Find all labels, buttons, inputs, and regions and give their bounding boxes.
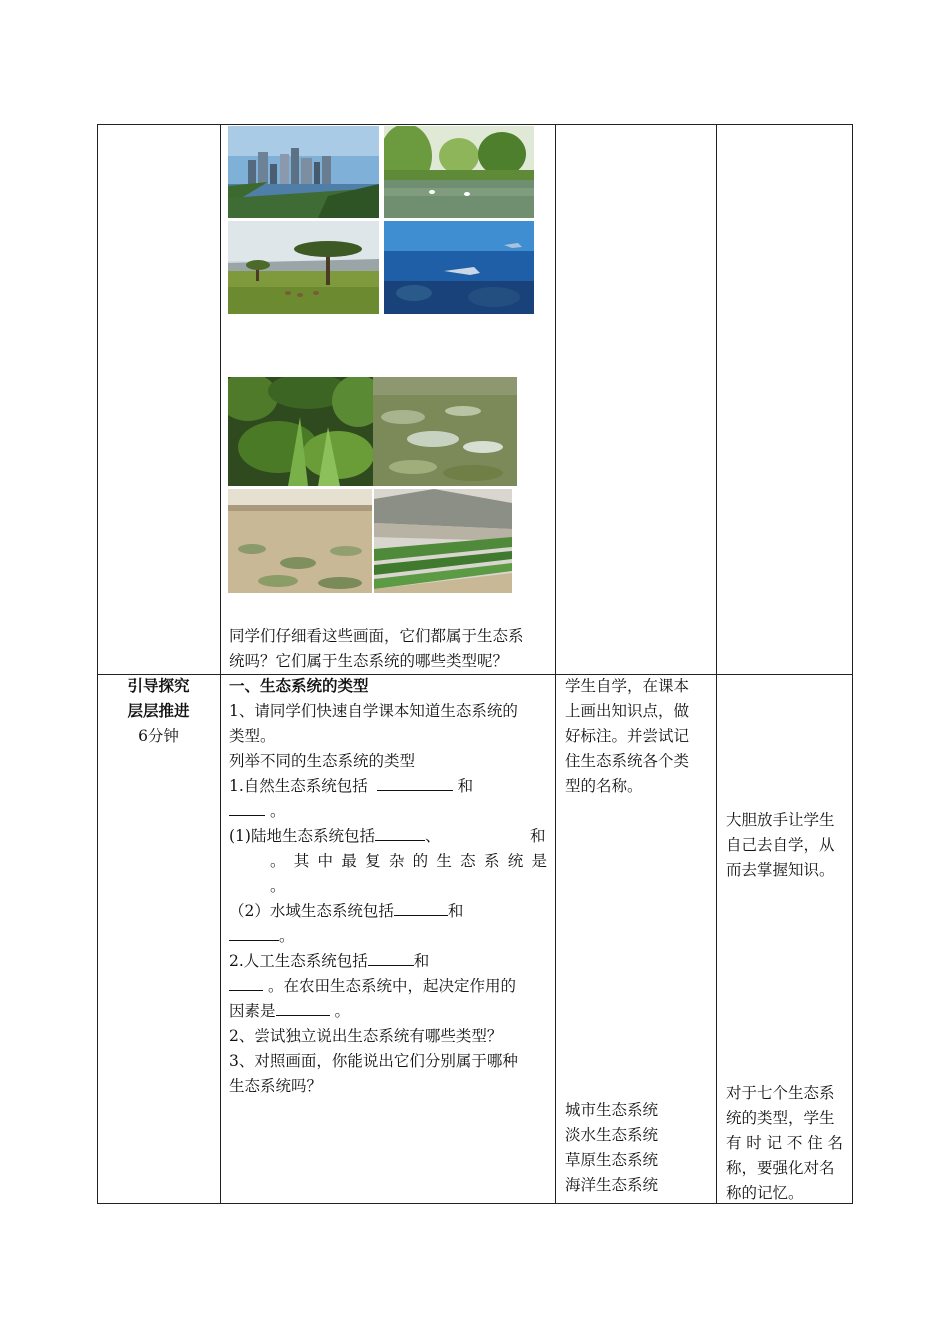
fill-blank <box>368 951 414 966</box>
student-activity: 住生态系统各个类 <box>565 752 690 770</box>
prompt-line: 统吗？它们属于生态系统的哪些类型呢？ <box>229 652 509 670</box>
task-1: 1、请同学们快速自学课本知道生态系统的 <box>229 702 518 720</box>
student-activity: 上画出知识点，做 <box>565 702 690 720</box>
and-word: 和 <box>457 777 474 795</box>
farm-line <box>229 974 516 999</box>
design-note: 有时记不住名 <box>726 1134 843 1152</box>
land-ecosystem-line-2: 。其中最复杂的生态系统是 <box>270 852 548 870</box>
artificial-ecosystem-line <box>229 949 429 974</box>
stage-time: 6分钟 <box>138 727 179 745</box>
factor-label: 因素是 <box>229 1002 276 1020</box>
factor-line <box>229 999 350 1024</box>
land-label: (1)陆地生态系统包括 <box>229 827 375 845</box>
task-3: 3、对照画面，你能说出它们分别属于哪种 <box>229 1052 518 1070</box>
student-activity: 学生自学，在课本 <box>565 677 690 695</box>
period: 。 <box>270 877 286 895</box>
lake-ecosystem-photo <box>384 126 534 218</box>
land-ecosystem-line <box>229 824 440 849</box>
period: 。 <box>269 802 286 820</box>
natural-label: 1.自然生态系统包括 <box>229 777 368 795</box>
column-divider <box>220 125 221 1203</box>
list-intro: 列举不同的生态系统的类型 <box>229 752 416 770</box>
forest-ecosystem-photo <box>228 377 373 486</box>
design-note: 称的记忆。 <box>726 1184 804 1202</box>
farmland-ecosystem-photo <box>374 489 512 593</box>
fill-blank <box>377 776 453 791</box>
wetland-ecosystem-photo <box>373 377 517 486</box>
and-word: 和 <box>413 952 430 970</box>
fill-blank <box>229 926 279 941</box>
comma: 、 <box>424 827 441 845</box>
stage-subtitle: 层层推进 <box>127 702 190 720</box>
design-note: 自己去自学，从 <box>726 836 835 854</box>
task-3-cont: 生态系统吗？ <box>229 1077 323 1095</box>
task-2: 2、尝试独立说出生态系统有哪些类型？ <box>229 1027 503 1045</box>
fill-blank <box>276 1001 330 1016</box>
stage-title: 引导探究 <box>127 677 190 695</box>
design-note: 大胆放手让学生 <box>726 811 835 829</box>
column-divider <box>716 125 717 1203</box>
student-activity: 好标注。并尝试记 <box>565 727 690 745</box>
fill-blank <box>394 901 448 916</box>
natural-ecosystem-line-2 <box>229 799 285 824</box>
answer-item: 草原生态系统 <box>565 1151 659 1169</box>
column-divider <box>555 125 556 1203</box>
answer-item: 海洋生态系统 <box>565 1176 659 1194</box>
answer-item: 淡水生态系统 <box>565 1126 659 1144</box>
design-note: 称，要强化对名 <box>726 1159 835 1177</box>
ocean-ecosystem-photo <box>384 221 534 314</box>
water-ecosystem-line <box>229 899 463 924</box>
grassland-ecosystem-photo <box>228 221 379 314</box>
natural-ecosystem-line <box>229 774 473 799</box>
student-activity: 型的名称。 <box>565 777 643 795</box>
farm-text: 。在农田生态系统中，起决定作用的 <box>267 977 516 995</box>
section-heading: 一、生态系统的类型 <box>229 677 369 695</box>
period: 。 <box>334 1002 350 1020</box>
fill-blank <box>229 976 263 991</box>
and-word: 和 <box>530 827 546 845</box>
and-word: 和 <box>447 902 464 920</box>
city-ecosystem-photo <box>228 126 379 218</box>
answer-item: 城市生态系统 <box>565 1101 659 1119</box>
prompt-line: 同学们仔细看这些画面，它们都属于生态系 <box>229 627 524 645</box>
desert-ecosystem-photo <box>228 489 372 593</box>
artificial-label: 2.人工生态系统包括 <box>229 952 368 970</box>
fill-blank <box>375 826 425 841</box>
design-note: 对于七个生态系 <box>726 1084 835 1102</box>
design-note: 统的类型，学生 <box>726 1109 835 1127</box>
task-1-cont: 类型。 <box>229 727 276 745</box>
design-note: 而去掌握知识。 <box>726 861 835 879</box>
fill-blank <box>229 801 265 816</box>
water-ecosystem-line-2 <box>229 924 295 949</box>
water-label: （2）水域生态系统包括 <box>229 902 394 920</box>
period: 。 <box>279 927 295 945</box>
